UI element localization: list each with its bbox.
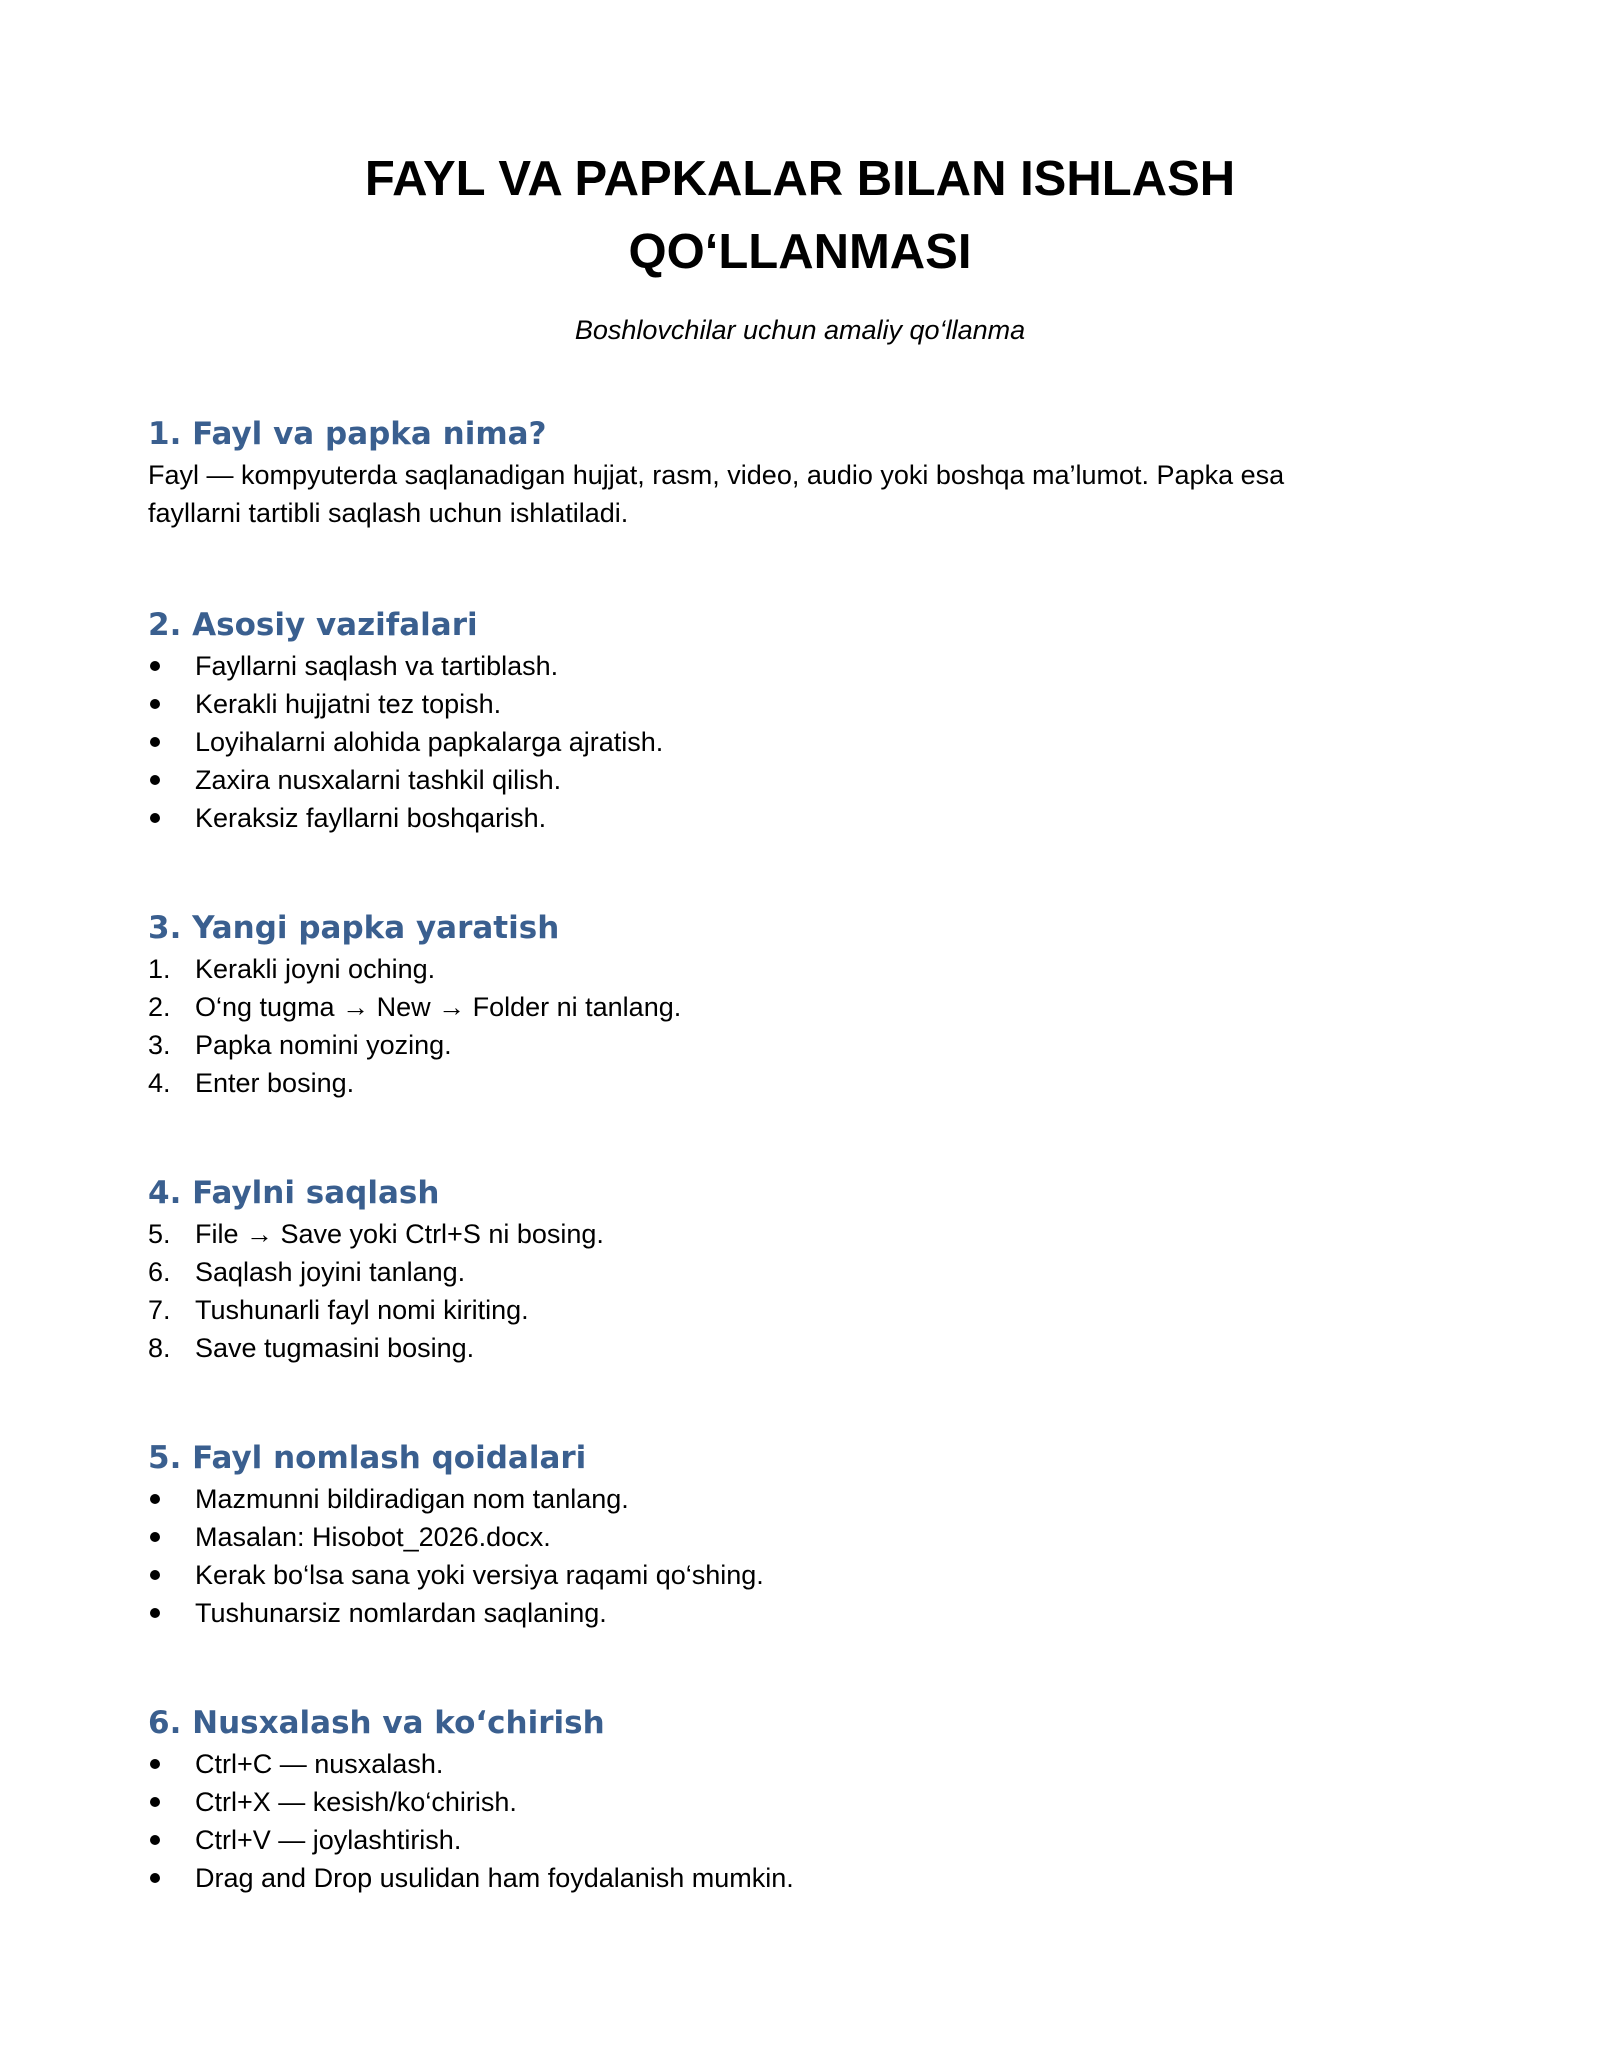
list-item-text: Keraksiz fayllarni boshqarish. [195,803,547,833]
bullet-list [148,1480,1448,1632]
list-item [148,647,1448,685]
list-item [148,1821,1448,1859]
list-item-text: O‘ng tugma → New → Folder ni tanlang. [195,992,682,1022]
numbered-list [148,950,1448,1102]
section-copy-move [148,1701,1448,1897]
list-item-text: Zaxira nusxalarni tashkil qilish. [195,765,562,795]
list-item-text: Enter bosing. [195,1068,355,1098]
section-create-folder [148,906,1448,1102]
list-item-text: Masalan: Hisobot_2026.docx. [195,1522,551,1552]
list-item-text: Saqlash joyini tanlang. [195,1257,466,1287]
list-item [148,761,1448,799]
section-main-functions [148,603,1448,837]
list-item [148,950,1448,988]
list-item [148,1026,1448,1064]
list-item [148,988,1448,1026]
bullet-list [148,1745,1448,1897]
list-item [148,1745,1448,1783]
section-save-file [148,1171,1448,1367]
document-title-line-1: FAYL VA PAPKALAR BILAN ISHLASH [364,152,1236,206]
section-heading: 3. Yangi papka yaratish [148,910,560,946]
list-item [148,685,1448,723]
list-item-text: Ctrl+C — nusxalash. [195,1749,444,1779]
list-item-text: Tushunarli fayl nomi kiriting. [195,1295,529,1325]
list-item [148,1518,1448,1556]
list-item-text: File → Save yoki Ctrl+S ni bosing. [195,1219,604,1249]
list-item [148,1064,1448,1102]
document-subtitle: Boshlovchilar uchun amaliy qo‘llanma [574,315,1026,345]
list-item [148,1291,1448,1329]
list-item-text: Mazmunni bildiradigan nom tanlang. [195,1484,629,1514]
bullet-list [148,647,1448,837]
list-item [148,1859,1448,1897]
list-number: 7. [148,1295,171,1325]
section-heading: 2. Asosiy vazifalari [148,607,478,643]
list-item-text: Loyihalarni alohida papkalarga ajratish. [195,727,664,757]
section-paragraph-line-2: fayllarni tartibli saqlash uchun ishlatiladi. [148,498,629,528]
section-heading: 5. Fayl nomlash qoidalari [148,1440,587,1476]
list-item [148,1480,1448,1518]
list-item-text: Kerak bo‘lsa sana yoki versiya raqami qo‘shing. [195,1560,764,1590]
list-item-text: Tushunarsiz nomlardan saqlaning. [195,1598,607,1628]
section-heading: 1. Fayl va papka nima? [148,416,547,452]
list-item-text: Papka nomini yozing. [195,1030,452,1060]
list-item [148,1556,1448,1594]
list-item-text: Save tugmasini bosing. [195,1333,475,1363]
list-item [148,1215,1448,1253]
list-item [148,1783,1448,1821]
section-what-is-file [148,412,1448,532]
list-item [148,1329,1448,1367]
list-number: 5. [148,1219,171,1249]
list-number: 1. [148,954,171,984]
section-heading: 4. Faylni saqlash [148,1175,440,1211]
section-heading: 6. Nusxalash va ko‘chirish [148,1705,605,1741]
list-item [148,799,1448,837]
list-item-text: Drag and Drop usulidan ham foydalanish mumkin. [195,1863,794,1893]
list-item-text: Ctrl+X — kesish/ko‘chirish. [195,1787,517,1817]
list-item [148,723,1448,761]
list-item-text: Kerakli joyni oching. [195,954,436,984]
section-paragraph-line-1: Fayl — kompyuterda saqlanadigan hujjat, rasm, video, audio yoki boshqa ma’lumot. Papka esa [148,460,1285,490]
list-item-text: Fayllarni saqlash va tartiblash. [195,651,559,681]
document-title-line-2: QO‘LLANMASI [628,225,972,279]
list-number: 8. [148,1333,171,1363]
list-number: 3. [148,1030,171,1060]
list-number: 2. [148,992,171,1022]
list-number: 4. [148,1068,171,1098]
list-item [148,1253,1448,1291]
list-item-text: Kerakli hujjatni tez topish. [195,689,502,719]
numbered-list [148,1215,1448,1367]
section-naming-rules [148,1436,1448,1632]
list-number: 6. [148,1257,171,1287]
list-item-text: Ctrl+V — joylashtirish. [195,1825,462,1855]
list-item [148,1594,1448,1632]
